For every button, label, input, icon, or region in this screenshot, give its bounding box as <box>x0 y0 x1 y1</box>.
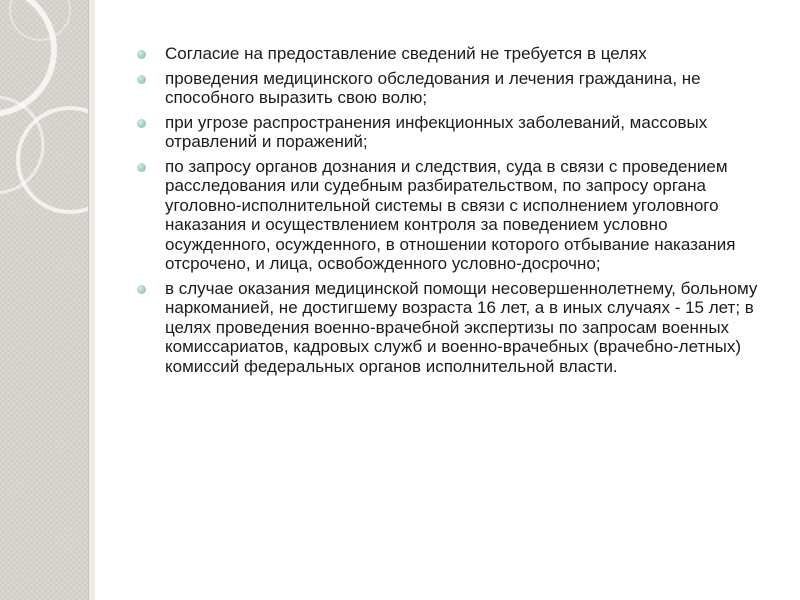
bullet-text: в случае оказания медицинской помощи несовершеннолетнему, больному наркоманией, не достигшему возраста 16 лет, а в иных случаях - 15 лет; в целях проведения военно-врачебной экспертизы по запросам военных комиссариатов, кадровых служб и военно-врачебных (врачебно-летных) комиссий федеральных органов исполнительной власти. <box>165 278 758 376</box>
bullet-text: при угрозе распространения инфекционных заболеваний, массовых отравлений и поражений; <box>165 112 708 151</box>
bullet-item-5 <box>135 279 775 377</box>
bullet-dot-icon <box>137 75 146 84</box>
bullet-dot-icon <box>137 119 146 128</box>
bullet-text: проведения медицинского обследования и лечения гражданина, не способного выразить свою волю; <box>165 68 701 107</box>
slide-content <box>135 44 775 381</box>
side-divider <box>88 0 95 600</box>
bullet-item-3 <box>135 113 775 152</box>
bullet-item-2 <box>135 69 775 108</box>
bullet-item-4 <box>135 157 775 274</box>
bullet-text: по запросу органов дознания и следствия, суда в связи с проведением расследования или судебным разбирательством, по запросу органа уголовно-исполнительной системы в связи с исполнением уголовного наказания и осуществлением контроля за поведением условно осужденного, осужденного, в отношении которого отбывание наказания отсрочено, и лица, освобожденного условно-досрочно; <box>165 156 736 273</box>
bullet-dot-icon <box>137 285 146 294</box>
bullet-dot-icon <box>137 163 146 172</box>
bullet-item-1 <box>135 44 775 64</box>
bullet-text: Согласие на предоставление сведений не требуется в целях <box>165 44 647 63</box>
decorative-circles-icon <box>0 0 88 600</box>
decorative-side-panel <box>0 0 88 600</box>
bullet-dot-icon <box>137 50 146 59</box>
bullet-list <box>135 44 775 376</box>
